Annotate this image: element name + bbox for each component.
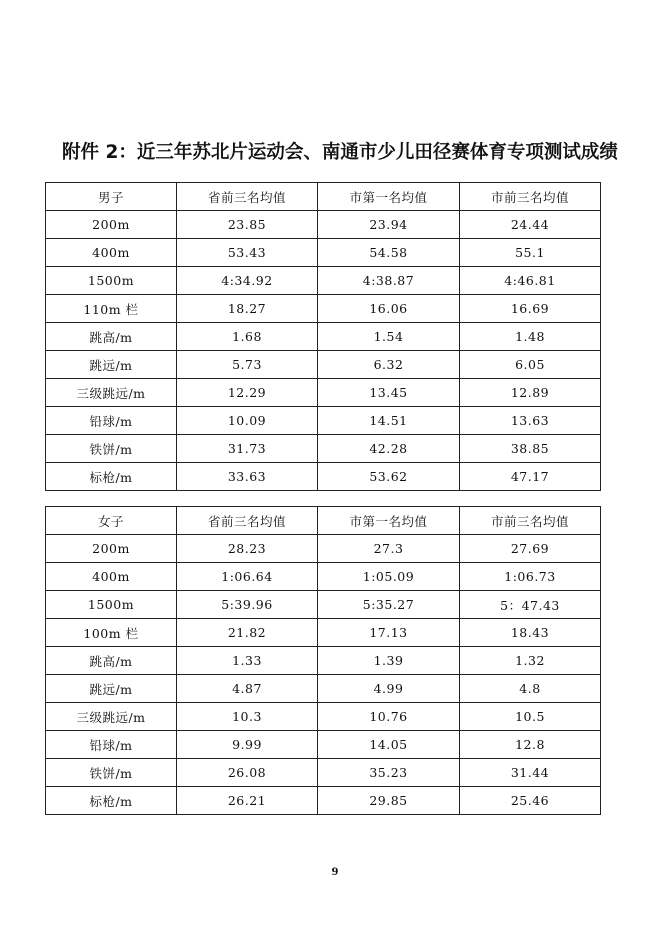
result-value-cell: 1.48 bbox=[460, 323, 601, 351]
result-value-cell: 5:39.96 bbox=[177, 591, 318, 619]
result-value-cell: 24.44 bbox=[460, 211, 601, 239]
table-row bbox=[46, 267, 601, 295]
table-row bbox=[46, 731, 601, 759]
table-header-row bbox=[46, 183, 601, 211]
document-title: 附件 2：近三年苏北片运动会、南通市少儿田径赛体育专项测试成绩 bbox=[62, 142, 618, 163]
header-column-cell: 省前三名均值 bbox=[177, 183, 318, 211]
result-value-cell: 31.44 bbox=[460, 759, 601, 787]
table-row bbox=[46, 463, 601, 491]
result-value-cell: 12.89 bbox=[460, 379, 601, 407]
table-row bbox=[46, 563, 601, 591]
table-row bbox=[46, 435, 601, 463]
header-column-cell: 市前三名均值 bbox=[460, 183, 601, 211]
result-value-cell: 55.1 bbox=[460, 239, 601, 267]
women-results-table bbox=[45, 506, 601, 815]
result-value-cell: 18.27 bbox=[177, 295, 318, 323]
result-value-cell: 4.8 bbox=[460, 675, 601, 703]
result-value-cell: 25.46 bbox=[460, 787, 601, 815]
table-row bbox=[46, 239, 601, 267]
result-value-cell: 23.85 bbox=[177, 211, 318, 239]
result-value-cell: 10.3 bbox=[177, 703, 318, 731]
result-value-cell: 1.68 bbox=[177, 323, 318, 351]
result-value-cell: 1.32 bbox=[460, 647, 601, 675]
header-column-cell: 市第一名均值 bbox=[318, 507, 460, 535]
table-row bbox=[46, 619, 601, 647]
table-row bbox=[46, 295, 601, 323]
result-value-cell: 31.73 bbox=[177, 435, 318, 463]
event-name-cell: 400m bbox=[46, 563, 177, 591]
event-name-cell: 1500m bbox=[46, 267, 177, 295]
result-value-cell: 14.05 bbox=[318, 731, 460, 759]
result-value-cell: 29.85 bbox=[318, 787, 460, 815]
event-name-cell: 铅球/m bbox=[46, 731, 177, 759]
event-name-cell: 三级跳远/m bbox=[46, 379, 177, 407]
page-number: 9 bbox=[331, 867, 339, 878]
result-value-cell: 28.23 bbox=[177, 535, 318, 563]
result-value-cell: 4:34.92 bbox=[177, 267, 318, 295]
result-value-cell: 12.8 bbox=[460, 731, 601, 759]
table-row bbox=[46, 351, 601, 379]
result-value-cell: 26.08 bbox=[177, 759, 318, 787]
result-value-cell: 4:46.81 bbox=[460, 267, 601, 295]
result-value-cell: 21.82 bbox=[177, 619, 318, 647]
event-name-cell: 200m bbox=[46, 211, 177, 239]
result-value-cell: 54.58 bbox=[318, 239, 460, 267]
event-name-cell: 铁饼/m bbox=[46, 435, 177, 463]
result-value-cell: 6.32 bbox=[318, 351, 460, 379]
table-row bbox=[46, 787, 601, 815]
header-column-cell: 市前三名均值 bbox=[460, 507, 601, 535]
result-value-cell: 10.09 bbox=[177, 407, 318, 435]
table-row bbox=[46, 703, 601, 731]
table-row bbox=[46, 379, 601, 407]
result-value-cell: 47.17 bbox=[460, 463, 601, 491]
result-value-cell: 18.43 bbox=[460, 619, 601, 647]
result-value-cell: 12.29 bbox=[177, 379, 318, 407]
table-row bbox=[46, 591, 601, 619]
table-row bbox=[46, 211, 601, 239]
result-value-cell: 14.51 bbox=[318, 407, 460, 435]
event-name-cell: 跳远/m bbox=[46, 675, 177, 703]
result-value-cell: 1:06.73 bbox=[460, 563, 601, 591]
result-value-cell: 5:35.27 bbox=[318, 591, 460, 619]
result-value-cell: 53.43 bbox=[177, 239, 318, 267]
result-value-cell: 17.13 bbox=[318, 619, 460, 647]
table-row bbox=[46, 407, 601, 435]
header-category-cell: 男子 bbox=[46, 183, 177, 211]
event-name-cell: 铁饼/m bbox=[46, 759, 177, 787]
result-value-cell: 53.62 bbox=[318, 463, 460, 491]
event-name-cell: 跳远/m bbox=[46, 351, 177, 379]
table-row bbox=[46, 535, 601, 563]
result-value-cell: 10.5 bbox=[460, 703, 601, 731]
result-value-cell: 27.69 bbox=[460, 535, 601, 563]
header-column-cell: 省前三名均值 bbox=[177, 507, 318, 535]
event-name-cell: 200m bbox=[46, 535, 177, 563]
result-value-cell: 35.23 bbox=[318, 759, 460, 787]
table-row bbox=[46, 323, 601, 351]
result-value-cell: 42.28 bbox=[318, 435, 460, 463]
result-value-cell: 4:38.87 bbox=[318, 267, 460, 295]
header-column-cell: 市第一名均值 bbox=[318, 183, 460, 211]
event-name-cell: 标枪/m bbox=[46, 463, 177, 491]
result-value-cell: 5.73 bbox=[177, 351, 318, 379]
result-value-cell: 1:06.64 bbox=[177, 563, 318, 591]
event-name-cell: 跳高/m bbox=[46, 323, 177, 351]
result-value-cell: 13.63 bbox=[460, 407, 601, 435]
table-row bbox=[46, 759, 601, 787]
result-value-cell: 4.87 bbox=[177, 675, 318, 703]
result-value-cell: 1.54 bbox=[318, 323, 460, 351]
result-value-cell: 16.06 bbox=[318, 295, 460, 323]
result-value-cell: 33.63 bbox=[177, 463, 318, 491]
table-row bbox=[46, 675, 601, 703]
result-value-cell: 1:05.09 bbox=[318, 563, 460, 591]
event-name-cell: 跳高/m bbox=[46, 647, 177, 675]
result-value-cell: 5：47.43 bbox=[460, 591, 601, 619]
result-value-cell: 6.05 bbox=[460, 351, 601, 379]
table-header-row bbox=[46, 507, 601, 535]
event-name-cell: 标枪/m bbox=[46, 787, 177, 815]
men-results-table bbox=[45, 182, 601, 491]
event-name-cell: 铅球/m bbox=[46, 407, 177, 435]
event-name-cell: 110m 栏 bbox=[46, 295, 177, 323]
result-value-cell: 23.94 bbox=[318, 211, 460, 239]
result-value-cell: 1.33 bbox=[177, 647, 318, 675]
event-name-cell: 400m bbox=[46, 239, 177, 267]
header-category-cell: 女子 bbox=[46, 507, 177, 535]
result-value-cell: 16.69 bbox=[460, 295, 601, 323]
result-value-cell: 27.3 bbox=[318, 535, 460, 563]
result-value-cell: 13.45 bbox=[318, 379, 460, 407]
event-name-cell: 100m 栏 bbox=[46, 619, 177, 647]
table-row bbox=[46, 647, 601, 675]
result-value-cell: 9.99 bbox=[177, 731, 318, 759]
event-name-cell: 三级跳远/m bbox=[46, 703, 177, 731]
result-value-cell: 10.76 bbox=[318, 703, 460, 731]
result-value-cell: 26.21 bbox=[177, 787, 318, 815]
result-value-cell: 38.85 bbox=[460, 435, 601, 463]
result-value-cell: 4.99 bbox=[318, 675, 460, 703]
event-name-cell: 1500m bbox=[46, 591, 177, 619]
result-value-cell: 1.39 bbox=[318, 647, 460, 675]
